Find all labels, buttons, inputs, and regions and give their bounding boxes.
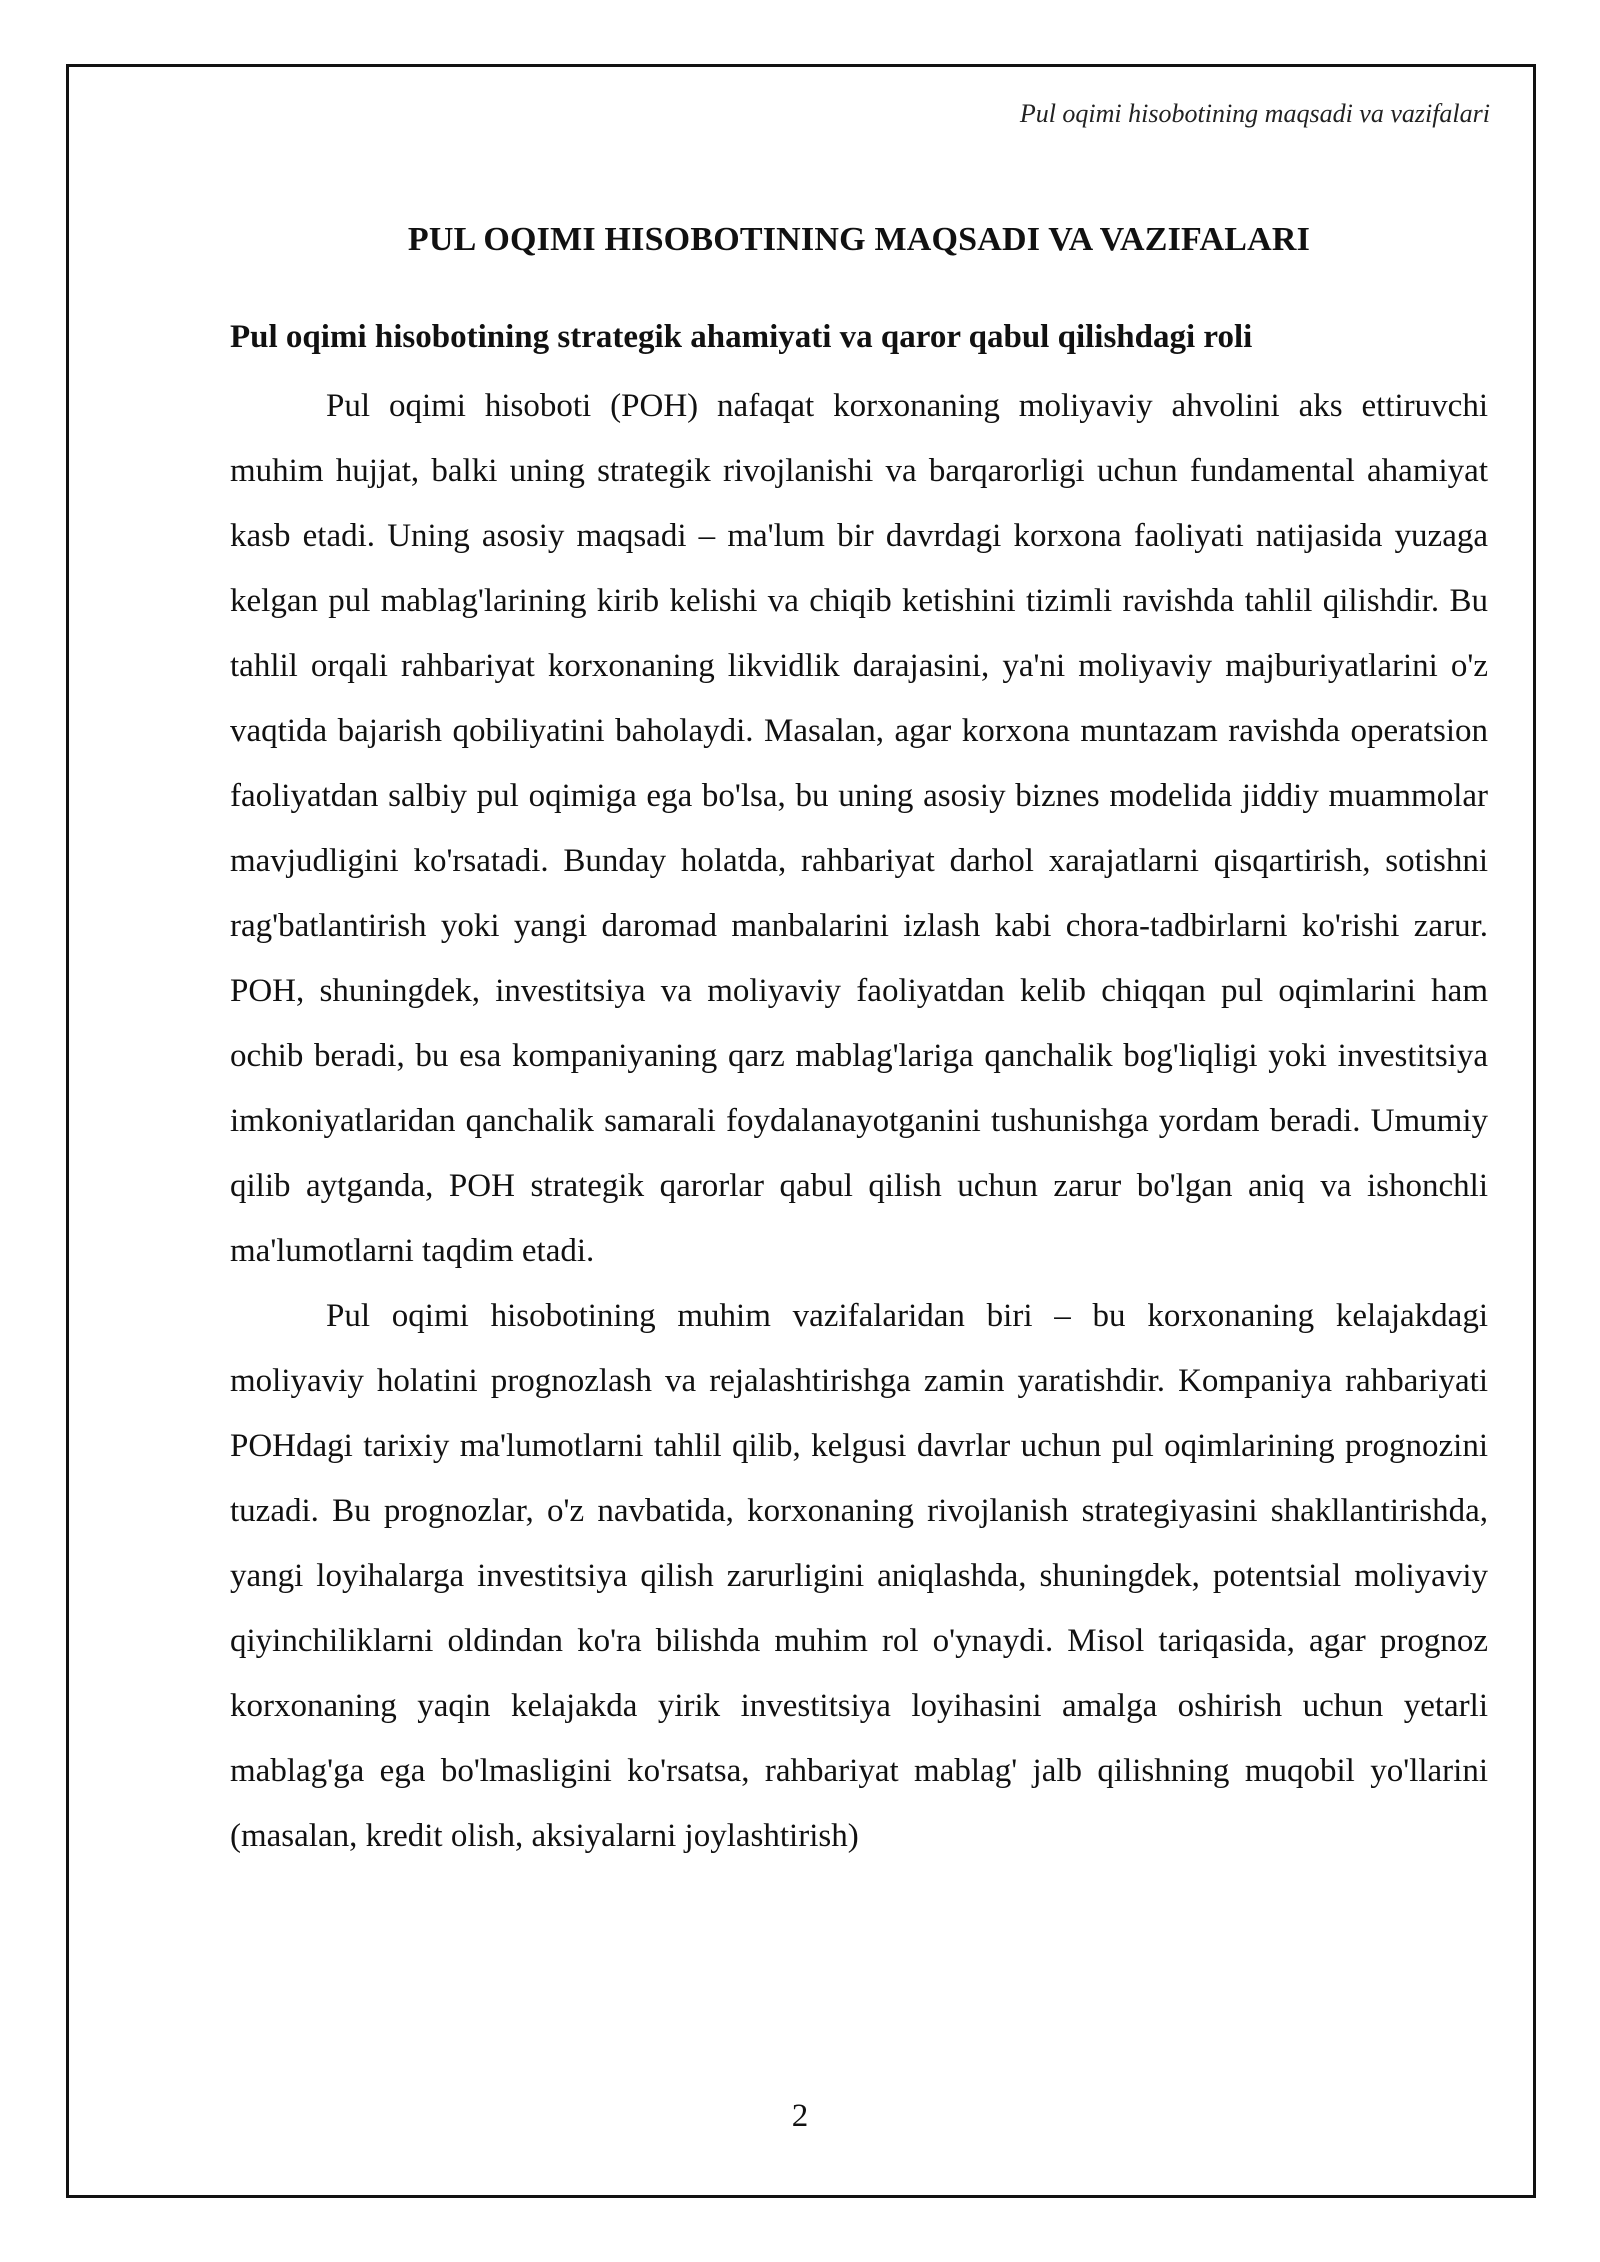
page-number: 2	[791, 2098, 809, 2134]
body-paragraph-1: Pul oqimi hisoboti (POH) nafaqat korxonaning moliyaviy ahvolini aks ettiruvchi muhim hujjat, balki uning strategik rivojlanishi va barqarorligi uchun fundamental ahamiyat kasb etadi. Uning asosiy maqsadi – ma'lum bir davrdagi korxona faoliyati natijasida yuzaga kelgan pul mablag'larining kirib kelishi va chiqib ketishini tizimli ravishda tahlil qilishdir. Bu tahlil orqali rahbariyat korxonaning likvidlik darajasini, ya'ni moliyaviy majburiyatlarini o'z vaqtida bajarish qobiliyatini baholaydi. Masalan, agar korxona muntazam ravishda operatsion faoliyatdan salbiy pul oqimiga ega bo'lsa, bu uning asosiy biznes modelida jiddiy muammolar mavjudligini ko'rsatadi. Bunday holatda, rahbariyat darhol xarajatlarni qisqartirish, sotishni rag'batlantirish yoki yangi daromad manbalarini izlash kabi chora-tadbirlarni ko'rishi zarur. POH, shuningdek, investitsiya va moliyaviy faoliyatdan kelib chiqqan pul oqimlarini ham ochib beradi, bu esa kompaniyaning qarz mablag'lariga qanchalik bog'liqligi yoki investitsiya imkoniyatlaridan qanchalik samarali foydalanayotganini tushunishga yordam beradi. Umumiy qilib aytganda, POH strategik qarorlar qabul qilish uchun zarur bo'lgan aniq va ishonchli ma'lumotlarni taqdim etadi.	[230, 388, 1488, 1269]
document-title: PUL OQIMI HISOBOTINING MAQSADI VA VAZIFALARI	[407, 221, 1311, 258]
running-header: Pul oqimi hisobotining maqsadi va vazifalari	[1019, 99, 1490, 128]
section-heading: Pul oqimi hisobotining strategik ahamiyati va qaror qabul qilishdagi roli	[230, 319, 1253, 355]
body-paragraph-2: Pul oqimi hisobotining muhim vazifalaridan biri – bu korxonaning kelajakdagi moliyaviy holatini prognozlash va rejalashtirishga zamin yaratishdir. Kompaniya rahbariyati POHdagi tarixiy ma'lumotlarni tahlil qilib, kelgusi davrlar uchun pul oqimlarining prognozini tuzadi. Bu prognozlar, o'z navbatida, korxonaning rivojlanish strategiyasini shakllantirishda, yangi loyihalarga investitsiya qilish zarurligini aniqlashda, shuningdek, potentsial moliyaviy qiyinchiliklarni oldindan ko'ra bilishda muhim rol o'ynaydi. Misol tariqasida, agar prognoz korxonaning yaqin kelajakda yirik investitsiya loyihasini amalga oshirish uchun yetarli mablag'ga ega bo'lmasligini ko'rsatsa, rahbariyat mablag' jalb qilishning muqobil yo'llarini (masalan, kredit olish, aksiyalarni joylashtirish)	[230, 1298, 1488, 1854]
page-content	[230, 216, 1488, 1869]
